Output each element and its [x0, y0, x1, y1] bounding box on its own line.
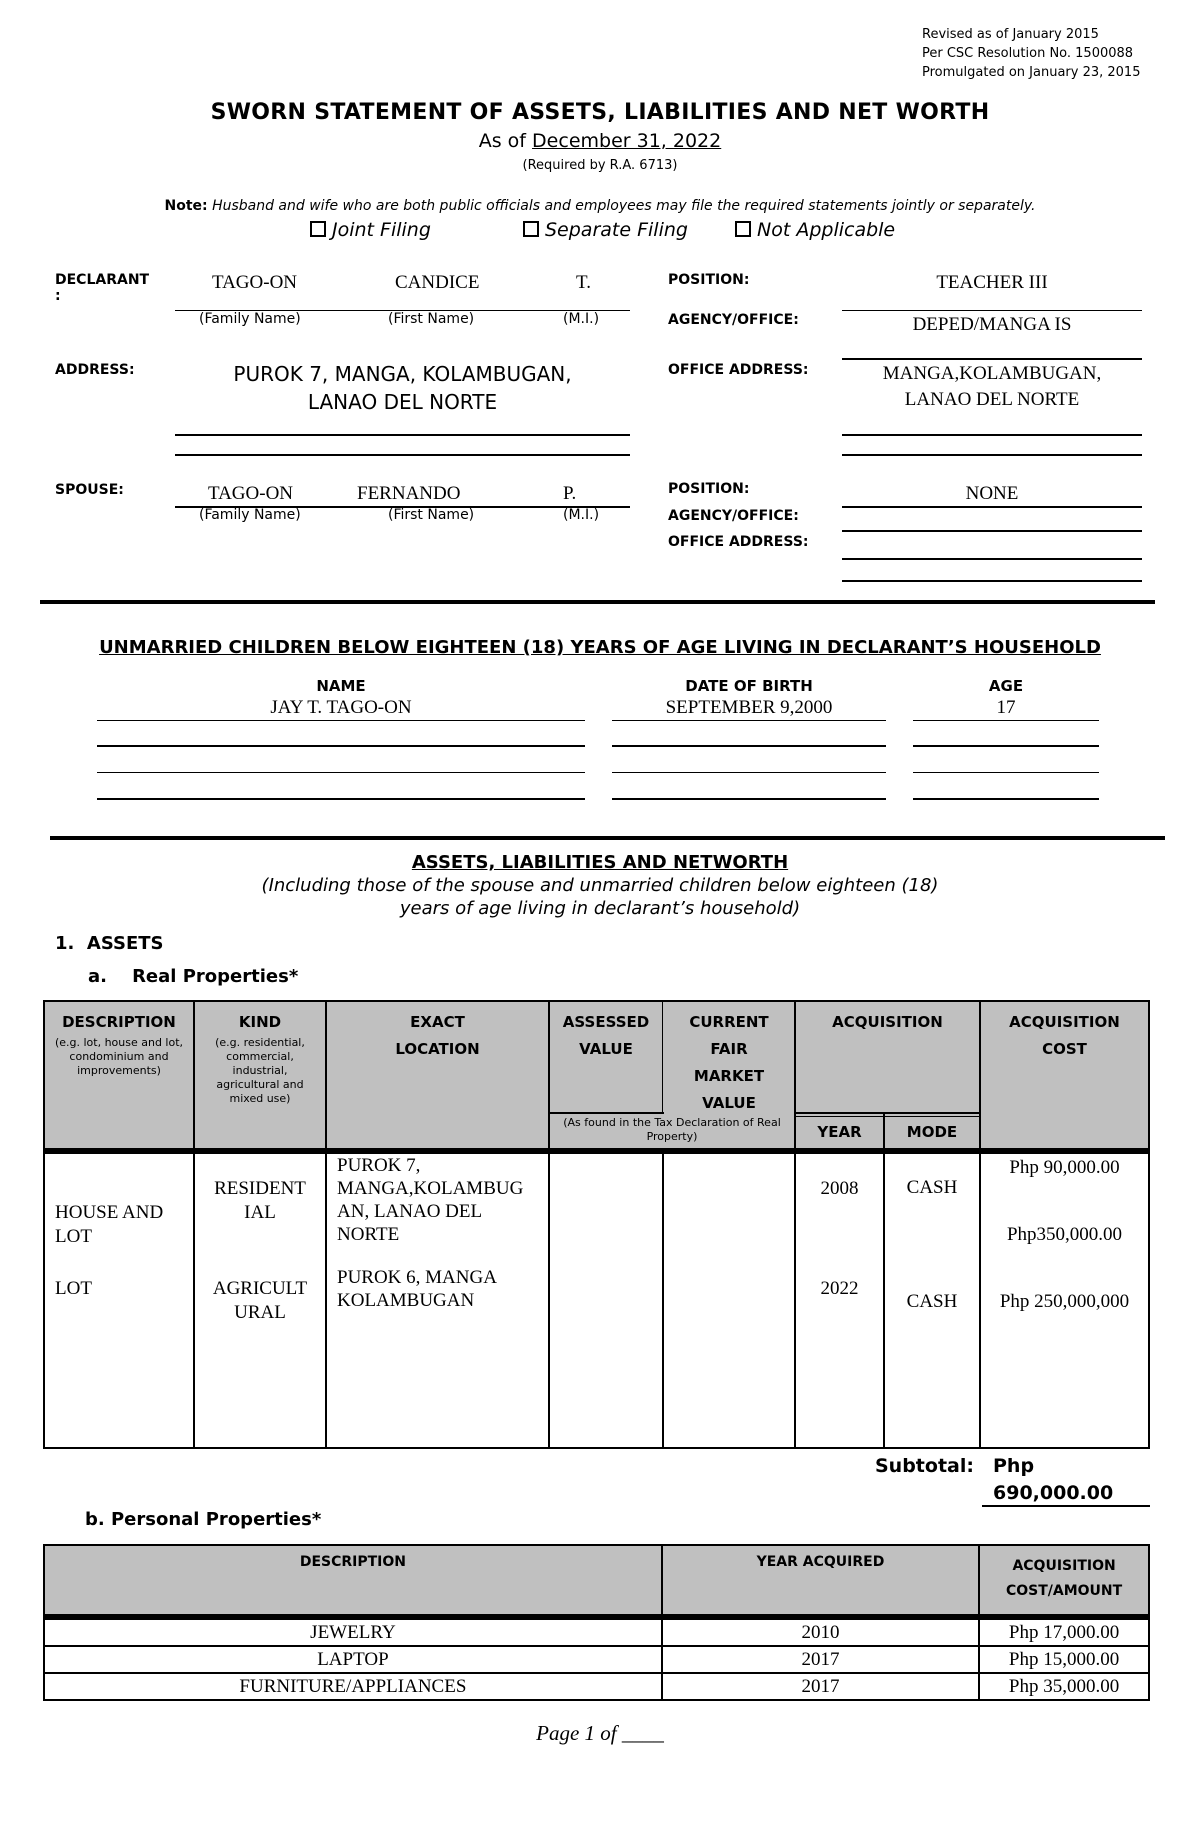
address-label: ADDRESS:: [55, 362, 135, 378]
csc-resolution: Per CSC Resolution No. 1500088: [922, 46, 1134, 61]
pp-cost: Php 17,000.00: [979, 1617, 1149, 1646]
pp-col-description: DESCRIPTION: [44, 1545, 662, 1617]
checkbox-icon[interactable]: [735, 221, 751, 237]
address-line: [175, 454, 630, 456]
rp-row1-kind: RESIDENT IAL: [214, 1178, 306, 1223]
col-acquisition-header: ACQUISITION: [796, 1009, 979, 1036]
children-row-line: [97, 745, 585, 747]
col-divider: [548, 1002, 550, 1447]
personal-properties-table: [43, 1544, 1150, 1701]
children-col-dob: DATE OF BIRTH: [685, 677, 813, 695]
tax-declaration-note: (As found in the Tax Declaration of Real Property): [563, 1116, 781, 1143]
header-separator: [45, 1148, 1148, 1154]
promulgated-date: Promulgated on January 23, 2015: [922, 65, 1141, 80]
table-row: [44, 1673, 1149, 1700]
alnw-title: ASSETS, LIABILITIES AND NETWORTH: [411, 852, 789, 873]
mi-caption: (M.I.): [563, 311, 600, 327]
pp-description: LAPTOP: [44, 1646, 662, 1673]
pp-description: FURNITURE/APPLIANCES: [44, 1673, 662, 1700]
not-applicable-label: Not Applicable: [757, 219, 896, 241]
not-applicable-option[interactable]: [735, 219, 895, 241]
checkbox-icon[interactable]: [310, 221, 326, 237]
agency-underline: [842, 358, 1142, 360]
declarant-address[interactable]: PUROK 7, MANGA, KOLAMBUGAN, LANAO DEL NORTE: [233, 362, 572, 414]
rp-row2-description: LOT: [55, 1278, 92, 1299]
note-label: Note:: [164, 198, 208, 214]
pp-header-row: [44, 1545, 1149, 1617]
rp-row1-location: PUROK 7, MANGA,KOLAMBUG AN, LANAO DEL NORTE: [337, 1155, 524, 1245]
children-row-line: [913, 720, 1099, 721]
children-row-line: [612, 720, 886, 721]
subtotal-value: 690,000.00: [993, 1482, 1114, 1504]
subtotal-label: Subtotal:: [875, 1455, 974, 1477]
required-by: (Required by R.A. 6713): [522, 158, 678, 173]
child-dob[interactable]: SEPTEMBER 9,2000: [665, 697, 833, 718]
checkbox-icon[interactable]: [523, 221, 539, 237]
note-line: [0, 198, 1200, 214]
subtotal-currency: Php: [993, 1455, 1035, 1477]
rp-row1-cost-2: Php350,000.00: [1006, 1224, 1123, 1245]
rp-row1-mode: CASH: [906, 1177, 958, 1198]
spouse-position-underline: [842, 506, 1142, 508]
position-label: POSITION:: [668, 272, 750, 288]
rp-row2-year: 2022: [820, 1278, 859, 1299]
children-row-line: [913, 798, 1099, 800]
col-divider: [662, 1148, 664, 1447]
children-row-line: [612, 772, 886, 773]
spouse-mi-caption: (M.I.): [563, 507, 600, 523]
declarant-office-address[interactable]: MANGA,KOLAMBUGAN, LANAO DEL NORTE: [882, 363, 1102, 410]
office-address-label: OFFICE ADDRESS:: [668, 362, 809, 378]
col-divider: [794, 1002, 796, 1447]
declarant-first-name[interactable]: CANDICE: [395, 272, 480, 293]
col-divider: [883, 1112, 885, 1447]
table-row: [44, 1617, 1149, 1646]
spouse-first-name[interactable]: FERNANDO: [357, 483, 461, 504]
assets-heading: 1. ASSETS: [55, 933, 164, 954]
col-divider: [325, 1002, 327, 1447]
as-of-date: December 31, 2022: [532, 130, 722, 152]
spouse-position-label: POSITION:: [668, 481, 750, 497]
declarant-agency[interactable]: DEPED/MANGA IS: [912, 314, 1072, 335]
table-row: [44, 1646, 1149, 1673]
col-location-header: EXACT LOCATION: [327, 1009, 548, 1063]
office-address-line: [842, 434, 1142, 436]
pp-year: 2017: [662, 1646, 979, 1673]
rp-row1-year: 2008: [820, 1178, 859, 1199]
children-row-line: [913, 745, 1099, 747]
rp-row2-cost: Php 250,000,000: [999, 1291, 1130, 1312]
note-text: Husband and wife who are both public officials and employees may file the required statements jointly or separately.: [212, 198, 1036, 214]
address-line: [175, 434, 630, 436]
spouse-agency-label: AGENCY/OFFICE:: [668, 508, 799, 524]
children-row-line: [97, 798, 585, 800]
pp-col-year: YEAR ACQUIRED: [662, 1545, 979, 1617]
pp-cost: Php 35,000.00: [979, 1673, 1149, 1700]
spouse-label: SPOUSE:: [55, 482, 124, 498]
pp-year: 2010: [662, 1617, 979, 1646]
rp-row1-cost: Php 90,000.00: [1009, 1157, 1120, 1178]
children-title: UNMARRIED CHILDREN BELOW EIGHTEEN (18) YEARS OF AGE LIVING IN DECLARANT’S HOUSEHOLD: [99, 637, 1101, 658]
children-row-line: [97, 772, 585, 773]
position-underline: [842, 310, 1142, 311]
col-assessed-header: ASSESSED VALUE: [550, 1009, 662, 1063]
pp-year: 2017: [662, 1673, 979, 1700]
section-divider: [40, 600, 1155, 604]
joint-filing-label: Joint Filing: [332, 219, 431, 241]
pp-cost: Php 15,000.00: [979, 1646, 1149, 1673]
rp-row2-location: PUROK 6, MANGA KOLAMBUGAN: [337, 1267, 497, 1311]
rp-row2-kind: AGRICULT URAL: [212, 1278, 308, 1323]
spouse-agency-underline: [842, 530, 1142, 532]
spouse-office-address-line: [842, 558, 1142, 560]
personal-properties-heading: b. Personal Properties*: [85, 1509, 322, 1530]
children-col-name: NAME: [316, 677, 366, 695]
declarant-mi[interactable]: T.: [576, 272, 591, 293]
spouse-mi[interactable]: P.: [563, 483, 577, 504]
subtotal-underline: [982, 1505, 1150, 1507]
col-year-header: YEAR: [796, 1119, 883, 1146]
pp-col-cost: ACQUISITION COST/AMOUNT: [979, 1545, 1149, 1617]
spouse-family-caption: (Family Name): [199, 507, 301, 523]
rp-row1-description: HOUSE AND LOT: [55, 1202, 164, 1247]
family-name-caption: (Family Name): [199, 311, 301, 327]
header-subline: [794, 1116, 979, 1117]
spouse-family-name[interactable]: TAGO-ON: [208, 483, 294, 504]
col-kind-header: KIND (e.g. residential, commercial, industrial, agricultural and mixed use): [195, 1009, 325, 1106]
col-mode-header: MODE: [885, 1119, 979, 1146]
revised-date: Revised as of January 2015: [922, 27, 1099, 42]
page-number: Page 1 of ____: [536, 1721, 664, 1745]
child-age[interactable]: 17: [996, 697, 1016, 718]
agency-label: AGENCY/OFFICE:: [668, 312, 799, 328]
revision-info: [922, 25, 1140, 82]
rp-row2-mode: CASH: [906, 1291, 958, 1312]
alnw-subtitle: (Including those of the spouse and unmarried children below eighteen (18) years of age living in declarant’s household): [261, 875, 939, 919]
first-name-caption: (First Name): [388, 311, 475, 327]
children-row-line: [97, 720, 585, 721]
separate-filing-label: Separate Filing: [545, 219, 688, 241]
header-subline: [794, 1112, 979, 1114]
child-name[interactable]: JAY T. TAGO-ON: [270, 697, 412, 718]
col-description-header: DESCRIPTION (e.g. lot, house and lot, condominium and improvements): [45, 1009, 193, 1078]
separate-filing-option[interactable]: [523, 219, 688, 241]
children-col-age: AGE: [988, 677, 1024, 695]
col-divider: [662, 1002, 663, 1112]
office-address-line: [842, 454, 1142, 456]
declarant-label: DECLARANT :: [55, 272, 150, 304]
spouse-office-address-line: [842, 580, 1142, 582]
declarant-family-name[interactable]: TAGO-ON: [212, 272, 298, 293]
children-row-line: [612, 745, 886, 747]
spouse-office-address-label: OFFICE ADDRESS:: [668, 534, 809, 550]
as-of-prefix: As of: [478, 130, 526, 152]
joint-filing-option[interactable]: [310, 219, 431, 241]
pp-description: JEWELRY: [44, 1617, 662, 1646]
col-cost-header: ACQUISITION COST: [981, 1009, 1148, 1063]
real-properties-heading: a. Real Properties*: [88, 966, 299, 987]
children-row-line: [612, 798, 886, 800]
as-of-line: [0, 130, 1200, 152]
spouse-first-caption: (First Name): [388, 507, 475, 523]
form-title: SWORN STATEMENT OF ASSETS, LIABILITIES AND NET WORTH: [210, 100, 990, 125]
col-fmv-header: CURRENT FAIR MARKET VALUE: [664, 1009, 794, 1117]
declarant-position[interactable]: TEACHER III: [936, 272, 1048, 293]
section-divider: [50, 836, 1165, 840]
spouse-position[interactable]: NONE: [965, 483, 1019, 504]
children-row-line: [913, 772, 1099, 773]
